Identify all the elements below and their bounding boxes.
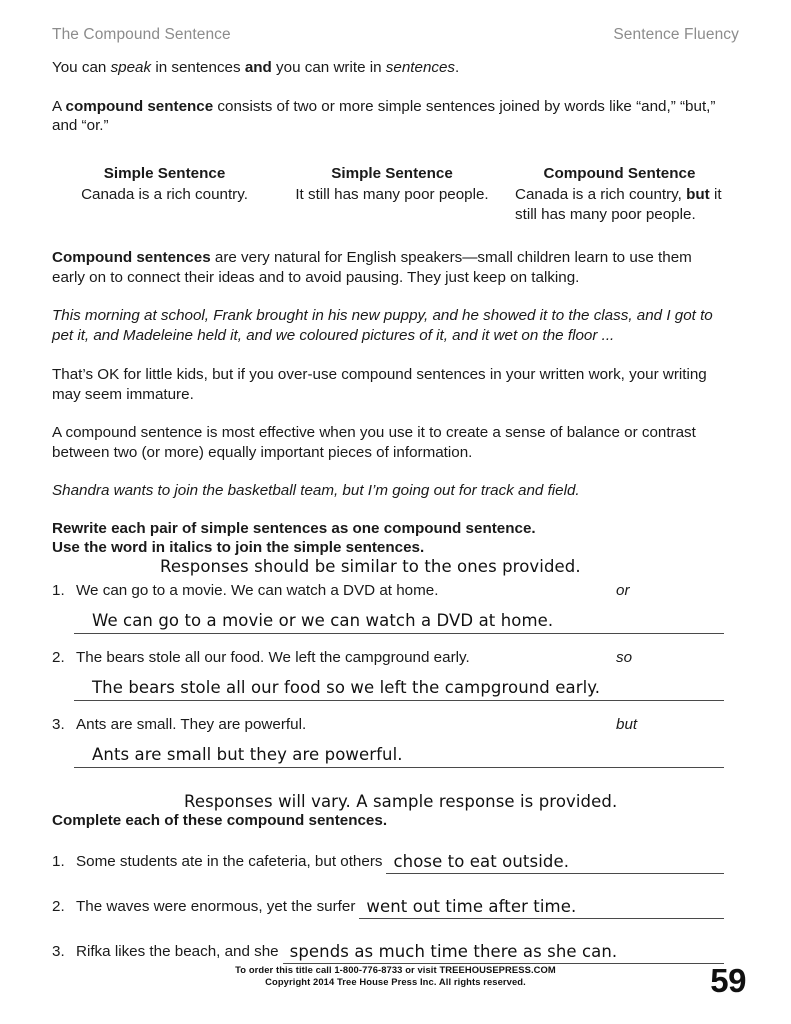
section-one-teacher-note: Responses should be similar to the ones provided. [160, 557, 581, 576]
intro-bold-and: and [244, 59, 272, 76]
example-column-compound [507, 164, 724, 225]
answer-line[interactable] [74, 674, 724, 701]
definition-paragraph [52, 97, 724, 136]
item-number: 1. [52, 582, 65, 599]
item-number: 3. [52, 716, 65, 733]
item-join-word: or [616, 582, 630, 599]
shandra-example: Shandra wants to join the basketball team, but I’m going out for track and field. [52, 482, 580, 499]
answer-line[interactable] [359, 894, 724, 919]
example-column-header: Simple Sentence [103, 164, 226, 182]
example-compound-part-2: it still has many poor people. [515, 186, 722, 223]
intro-part-3: you can write in [271, 59, 386, 76]
item-join-word: but [616, 716, 638, 733]
rewrite-item [52, 715, 724, 734]
item-number: 1. [52, 852, 65, 870]
runon-example: This morning at school, Frank brought in his new puppy, and he showed it to the class, and I got to pet it, and Madeleine held it, and we coloured pictures of it, and it wet on the floor ... [52, 307, 713, 344]
fill-in-item [52, 939, 724, 964]
section-two-teacher-note: Responses will vary. A sample response is provided. [184, 792, 618, 811]
intro-italic-sentences: sentences [385, 59, 456, 76]
footer-copyright-line: Copyright 2014 Tree House Press Inc. All rights reserved. [265, 976, 526, 987]
answer-line[interactable] [386, 849, 724, 874]
example-compound-part-1: Canada is a rich country, [515, 186, 687, 203]
balance-paragraph: A compound sentence is most effective when you use it to create a sense of balance or contrast between two (or more) equally important pieces of information. [52, 424, 696, 461]
immature-paragraph: That’s OK for little kids, but if you over-use compound sentences in your written work, your writing may seem immature. [52, 366, 707, 403]
section-one-instruction-line-2: Use the word in italics to join the simple sentences. [52, 538, 425, 556]
item-prompt: Ants are small. They are powerful. [76, 716, 307, 733]
running-head [52, 25, 739, 45]
footer [0, 964, 791, 988]
item-join-word: so [616, 649, 633, 666]
rewrite-item [52, 581, 724, 600]
rewrite-item [52, 648, 724, 667]
footer-order-line: To order this title call 1-800-776-8733 or visit TREEHOUSEPRESS.COM [235, 964, 556, 975]
natural-rest: are very natural for English speakers—small children learn to use them early on to connect their ideas and to avoid pausing. They just keep on talking. [52, 249, 692, 286]
answer-text: chose to eat outside. [393, 851, 570, 871]
example-column-header: Compound Sentence [543, 164, 696, 182]
intro-part-1: You can [52, 59, 111, 76]
natural-paragraph [52, 248, 724, 287]
item-prompt: The waves were enormous, yet the surfer [76, 897, 356, 915]
page-number: 59 [710, 962, 746, 999]
answer-text: went out time after time. [366, 896, 577, 916]
item-prompt: The bears stole all our food. We left the campground early. [76, 649, 470, 666]
answer-text: Ants are small but they are powerful. [92, 745, 403, 764]
answer-text: The bears stole all our food so we left the campground early. [92, 678, 601, 697]
intro-part-2: in sentences [151, 59, 245, 76]
answer-text: We can go to a movie or we can watch a DVD at home. [92, 611, 554, 630]
item-prompt: Rifka likes the beach, and she [76, 942, 279, 960]
item-prompt: We can go to a movie. We can watch a DVD at home. [76, 582, 439, 599]
example-column-simple-1 [52, 164, 277, 225]
example-column-text: It still has many poor people. [295, 186, 489, 203]
answer-line[interactable] [283, 939, 724, 964]
section-one-instruction-line-1: Rewrite each pair of simple sentences as one compound sentence. [52, 520, 536, 537]
example-column-text: Canada is a rich country. [81, 186, 248, 203]
item-number: 2. [52, 649, 65, 666]
natural-bold-lead: Compound sentences [52, 249, 211, 266]
example-column-simple-2 [277, 164, 507, 225]
item-prompt: Some students ate in the cafeteria, but others [76, 852, 383, 870]
answer-line[interactable] [74, 741, 724, 768]
definition-part-2: consists of two or more simple sentences joined by words like “and,” “but,” and “or.” [52, 97, 716, 134]
section-two-instruction: Complete each of these compound sentences. [52, 812, 388, 829]
worksheet-content [52, 58, 724, 964]
fill-in-item [52, 849, 724, 874]
definition-bold-term: compound sentence [65, 97, 214, 115]
example-table [52, 164, 724, 225]
item-number: 3. [52, 942, 65, 960]
running-head-title: The Compound Sentence [52, 26, 231, 43]
fill-in-item [52, 894, 724, 919]
example-column-header: Simple Sentence [331, 164, 453, 182]
item-number: 2. [52, 897, 65, 915]
example-compound-bold-but: but [686, 186, 710, 203]
intro-sentence [52, 58, 724, 78]
intro-part-4: . [455, 59, 460, 76]
definition-part-1: A [52, 97, 66, 115]
intro-italic-speak: speak [110, 59, 152, 76]
running-head-trait: Sentence Fluency [613, 26, 739, 43]
answer-line[interactable] [74, 607, 724, 634]
answer-text: spends as much time there as she can. [289, 941, 618, 961]
